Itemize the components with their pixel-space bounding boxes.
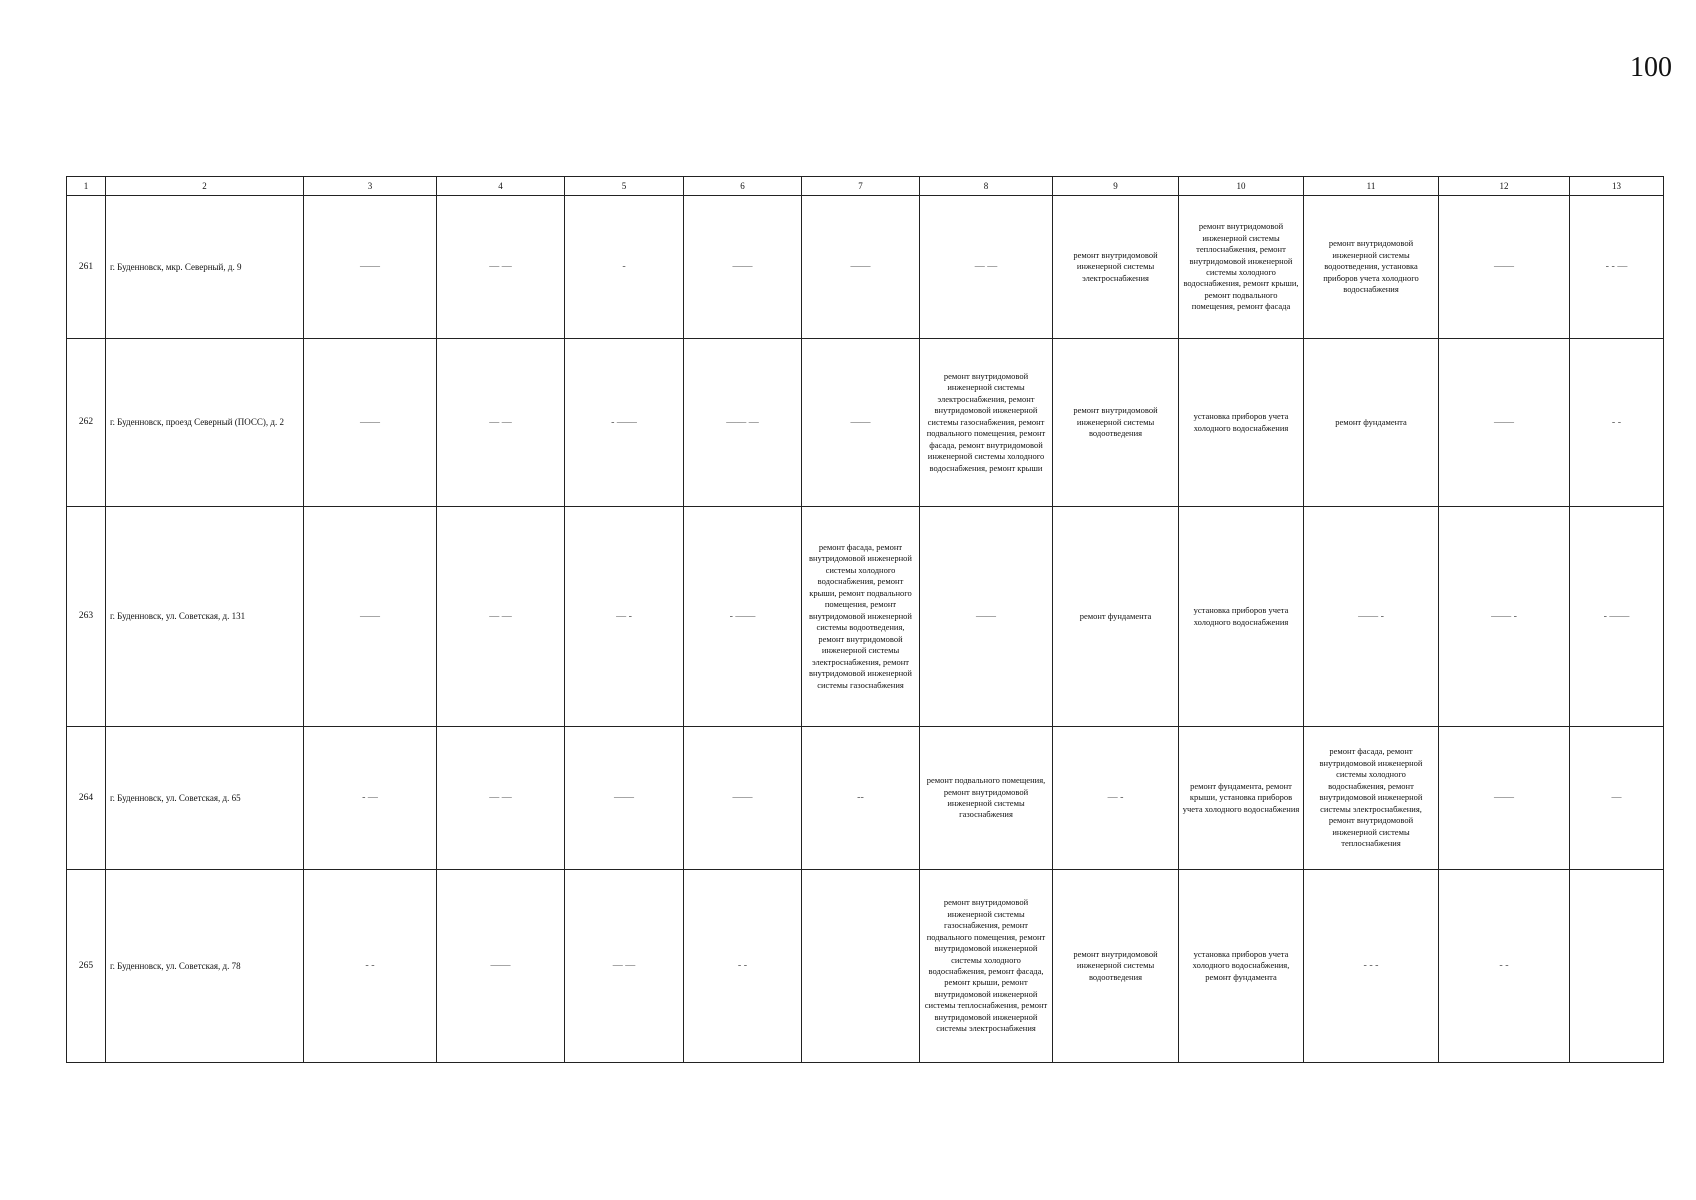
- works-cell: ремонт фундамента, ремонт крыши, установка приборов учета холодного водоснабжения: [1179, 727, 1304, 870]
- empty-dash-cell: - -: [304, 870, 437, 1063]
- column-number-row: [67, 177, 1664, 196]
- column-number: 1: [67, 177, 106, 196]
- empty-dash-cell: - - -: [1304, 870, 1439, 1063]
- works-cell: ремонт фасада, ремонт внутридомовой инженерной системы холодного водоснабжения, ремонт внутридомовой инженерной системы электроснабжения, ремонт внутридомовой инженерной системы теплоснабжения: [1304, 727, 1439, 870]
- table-row: [67, 727, 1664, 870]
- works-cell: ремонт внутридомовой инженерной системы газоснабжения, ремонт подвального помещения, ремонт внутридомовой инженерной системы холодного водоснабжения, ремонт фасада, ремонт крыши, ремонт внутридомовой инженерной системы теплоснабжения, ремонт внутридомовой инженерной системы электроснабжения: [920, 870, 1053, 1063]
- works-cell: установка приборов учета холодного водоснабжения, ремонт фундамента: [1179, 870, 1304, 1063]
- repair-schedule-table: [66, 176, 1664, 1063]
- empty-dash-cell: ——: [1439, 196, 1570, 339]
- empty-dash-cell: — —: [565, 870, 684, 1063]
- empty-dash-cell: [802, 870, 920, 1063]
- works-cell: установка приборов учета холодного водоснабжения: [1179, 339, 1304, 507]
- empty-dash-cell: ——: [802, 196, 920, 339]
- row-number-cell: 264: [67, 727, 106, 870]
- works-cell: ремонт внутридомовой инженерной системы электроснабжения: [1053, 196, 1179, 339]
- empty-dash-cell: ——: [920, 507, 1053, 727]
- row-number-cell: 262: [67, 339, 106, 507]
- column-number: 4: [437, 177, 565, 196]
- column-number: 11: [1304, 177, 1439, 196]
- empty-dash-cell: — —: [437, 727, 565, 870]
- address-cell: г. Буденновск, мкр. Северный, д. 9: [106, 196, 304, 339]
- empty-dash-cell: --: [802, 727, 920, 870]
- works-cell: ремонт внутридомовой инженерной системы водоотведения, установка приборов учета холодного водоснабжения: [1304, 196, 1439, 339]
- empty-dash-cell: ——: [684, 727, 802, 870]
- column-number: 6: [684, 177, 802, 196]
- column-number: 13: [1570, 177, 1664, 196]
- works-cell: ремонт фундамента: [1304, 339, 1439, 507]
- empty-dash-cell: - ——: [565, 339, 684, 507]
- table-row: [67, 339, 1664, 507]
- table-row: [67, 507, 1664, 727]
- empty-dash-cell: - ——: [1570, 507, 1664, 727]
- empty-dash-cell: - ——: [684, 507, 802, 727]
- empty-dash-cell: —— -: [1439, 507, 1570, 727]
- works-cell: ремонт внутридомовой инженерной системы водоотведения: [1053, 870, 1179, 1063]
- empty-dash-cell: ——: [304, 507, 437, 727]
- empty-dash-cell: — -: [565, 507, 684, 727]
- empty-dash-cell: ——: [304, 339, 437, 507]
- column-number: 5: [565, 177, 684, 196]
- address-cell: г. Буденновск, ул. Советская, д. 65: [106, 727, 304, 870]
- row-number-cell: 265: [67, 870, 106, 1063]
- empty-dash-cell: ——: [304, 196, 437, 339]
- column-number: 3: [304, 177, 437, 196]
- table-row: [67, 196, 1664, 339]
- works-cell: ремонт внутридомовой инженерной системы водоотведения: [1053, 339, 1179, 507]
- row-number-cell: 261: [67, 196, 106, 339]
- works-cell: ремонт фасада, ремонт внутридомовой инженерной системы холодного водоснабжения, ремонт крыши, ремонт подвального помещения, ремонт внутридомовой инженерной системы водоотведения, ремонт внутридомовой инженерной системы электроснабжения, ремонт внутридомовой инженерной системы газоснабжения: [802, 507, 920, 727]
- works-cell: установка приборов учета холодного водоснабжения: [1179, 507, 1304, 727]
- empty-dash-cell: ——: [437, 870, 565, 1063]
- table-row: [67, 870, 1664, 1063]
- empty-dash-cell: - -: [1570, 339, 1664, 507]
- row-number-cell: 263: [67, 507, 106, 727]
- empty-dash-cell: —— —: [684, 339, 802, 507]
- column-number: 10: [1179, 177, 1304, 196]
- empty-dash-cell: - -: [1439, 870, 1570, 1063]
- empty-dash-cell: ——: [1439, 727, 1570, 870]
- empty-dash-cell: ——: [684, 196, 802, 339]
- empty-dash-cell: - —: [304, 727, 437, 870]
- address-cell: г. Буденновск, ул. Советская, д. 131: [106, 507, 304, 727]
- column-number: 12: [1439, 177, 1570, 196]
- empty-dash-cell: - -: [684, 870, 802, 1063]
- empty-dash-cell: — —: [437, 196, 565, 339]
- empty-dash-cell: -: [565, 196, 684, 339]
- empty-dash-cell: ——: [565, 727, 684, 870]
- works-cell: ремонт подвального помещения, ремонт внутридомовой инженерной системы газоснабжения: [920, 727, 1053, 870]
- empty-dash-cell: ——: [1439, 339, 1570, 507]
- empty-dash-cell: - - —: [1570, 196, 1664, 339]
- page-number: 100: [1630, 52, 1672, 83]
- works-cell: ремонт фундамента: [1053, 507, 1179, 727]
- empty-dash-cell: ——: [802, 339, 920, 507]
- empty-dash-cell: — -: [1053, 727, 1179, 870]
- column-number: 2: [106, 177, 304, 196]
- column-number: 7: [802, 177, 920, 196]
- column-number: 8: [920, 177, 1053, 196]
- empty-dash-cell: —— -: [1304, 507, 1439, 727]
- works-cell: ремонт внутридомовой инженерной системы теплоснабжения, ремонт внутридомовой инженерной системы холодного водоснабжения, ремонт крыши, ремонт подвального помещения, ремонт фасада: [1179, 196, 1304, 339]
- address-cell: г. Буденновск, ул. Советская, д. 78: [106, 870, 304, 1063]
- empty-dash-cell: — —: [437, 507, 565, 727]
- address-cell: г. Буденновск, проезд Северный (ПОСС), д. 2: [106, 339, 304, 507]
- empty-dash-cell: — —: [437, 339, 565, 507]
- empty-dash-cell: —: [1570, 727, 1664, 870]
- works-cell: ремонт внутридомовой инженерной системы электроснабжения, ремонт внутридомовой инженерной системы газоснабжения, ремонт подвального помещения, ремонт фасада, ремонт внутридомовой инженерной системы холодного водоснабжения, ремонт крыши: [920, 339, 1053, 507]
- column-number: 9: [1053, 177, 1179, 196]
- empty-dash-cell: [1570, 870, 1664, 1063]
- empty-dash-cell: — —: [920, 196, 1053, 339]
